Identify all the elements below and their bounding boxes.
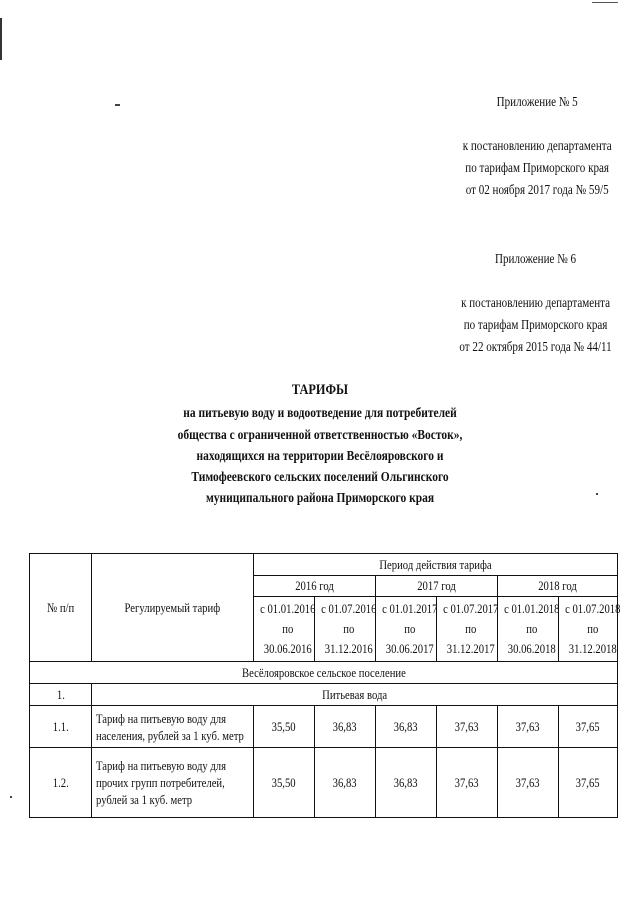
- tariff-table: [29, 553, 621, 818]
- scan-top-mark: [592, 2, 618, 3]
- row-value: 37,63: [437, 706, 498, 748]
- title-line: общества с ограниченной ответственностью «Восток»,: [177, 427, 463, 443]
- row-value: 36,83: [315, 748, 376, 818]
- row-value: 37,63: [437, 748, 498, 818]
- group-label: Питьевая вода: [92, 684, 618, 706]
- header-period-cell: с 01.01.2017 по 30.06.2017: [376, 597, 437, 662]
- row-num: 1.1.: [30, 706, 92, 748]
- row-desc: Тариф на питьевую воду для населения, рублей за 1 куб. метр: [92, 706, 254, 748]
- table-row: [30, 748, 618, 818]
- title-line: на питьевую воду и водоотведение для потребителей: [183, 406, 457, 422]
- document-title: ТАРИФЫ: [291, 382, 349, 398]
- title-line: муниципального района Приморского края: [205, 491, 435, 507]
- appendix-6-line: к постановлению департамента: [461, 295, 611, 310]
- group-num: 1.: [30, 684, 92, 706]
- header-period-cell: с 01.01.2018 по 30.06.2018: [498, 597, 559, 662]
- row-value: 35,50: [254, 706, 315, 748]
- scan-speck: [10, 796, 12, 798]
- appendix-5-line: к постановлению департамента: [463, 138, 612, 153]
- header-tariff: Регулируемый тариф: [92, 554, 254, 662]
- header-year: 2017 год: [376, 576, 498, 597]
- table-row: [30, 706, 618, 748]
- header-period-cell: с 01.07.2017 по 31.12.2017: [437, 597, 498, 662]
- title-line: Тимофеевского сельских поселений Ольгинского: [191, 470, 449, 486]
- row-value: 37,63: [498, 748, 559, 818]
- row-value: 37,65: [559, 748, 618, 818]
- row-value: 35,50: [254, 748, 315, 818]
- scan-edge-mark: [0, 18, 2, 60]
- row-value: 36,83: [376, 748, 437, 818]
- document-title-block: [0, 380, 640, 510]
- row-value: 37,63: [498, 706, 559, 748]
- row-num: 1.2.: [30, 748, 92, 818]
- appendix-5-block: [463, 91, 612, 201]
- row-value: 36,83: [315, 706, 376, 748]
- row-desc: Тариф на питьевую воду для прочих групп потребителей, рублей за 1 куб. метр: [92, 748, 254, 818]
- appendix-5-title: Приложение № 5: [497, 94, 579, 109]
- header-num: № п/п: [30, 554, 92, 662]
- header-period-cell: с 01.07.2018 по 31.12.2018: [559, 597, 618, 662]
- header-period-cell: с 01.01.2016 по 30.06.2016: [254, 597, 315, 662]
- header-period-cell: с 01.07.2016 по 31.12.2016: [315, 597, 376, 662]
- appendix-5-line: от 02 ноября 2017 года № 59/5: [466, 182, 609, 197]
- appendix-5-line: по тарифам Приморского края: [465, 160, 610, 175]
- appendix-6-line: от 22 октября 2015 года № 44/11: [459, 339, 612, 354]
- appendix-6-block: [460, 248, 612, 358]
- row-value: 37,65: [559, 706, 618, 748]
- row-value: 36,83: [376, 706, 437, 748]
- appendix-6-title: Приложение № 6: [495, 251, 577, 266]
- title-line: находящихся на территории Весёлояровского и: [196, 448, 444, 464]
- header-year: 2018 год: [498, 576, 618, 597]
- appendix-6-line: по тарифам Приморского края: [464, 317, 608, 332]
- section-row: Весёлояровское сельское поселение: [30, 662, 618, 684]
- scan-speck: [115, 104, 120, 106]
- header-year: 2016 год: [254, 576, 376, 597]
- header-period: Период действия тарифа: [254, 554, 618, 576]
